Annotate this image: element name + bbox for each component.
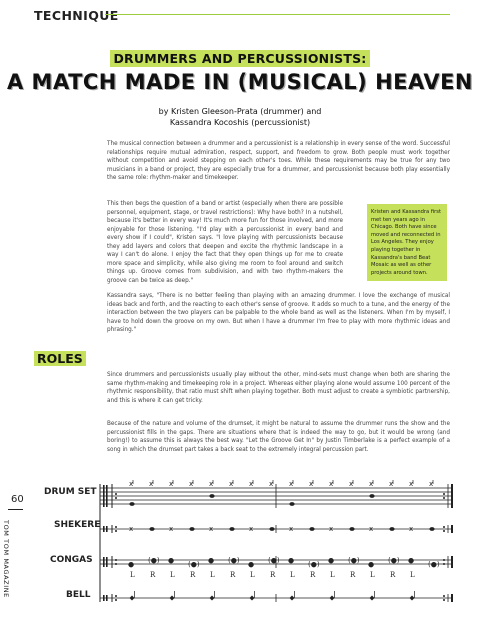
shekere-note: x xyxy=(369,525,374,533)
magazine-name-text: TOM TOM MAGAZINE xyxy=(2,520,10,598)
bell-note xyxy=(170,596,175,601)
roles-heading xyxy=(34,348,86,367)
bell-note xyxy=(330,596,335,601)
paragraph-5: Because of the nature and volume of the drumset, it might be natural to assume the drummer runs the show and the percussionist fills in the gaps. There are situations where that is indeed the way to go, but it would be wrong (and boring!) to assume this is always the best way. "Let the Groove Get In" by Justin Timberlake is a perfect example of a song in which the drumset part takes a back seat to the extremely integral percussion part. xyxy=(107,421,450,453)
shekere-note: x xyxy=(249,525,254,533)
congas-staff-clef xyxy=(106,557,108,567)
shekere-note xyxy=(389,527,394,531)
congas-staff-clef xyxy=(103,557,105,567)
conga-note: (●) xyxy=(348,556,360,565)
shekere-note xyxy=(429,527,434,531)
drum-set-staff-repeat-dot xyxy=(443,493,445,495)
conga-note: (●) xyxy=(268,556,280,565)
sticking-label: L xyxy=(330,571,335,579)
kick-note xyxy=(129,502,134,506)
kicker-text: DRUMMERS AND PERCUSSIONISTS: xyxy=(110,50,369,67)
conga-note: ● xyxy=(288,556,295,565)
byline xyxy=(0,106,480,128)
drum-set-staff-clef xyxy=(106,485,108,507)
hihat-note: x xyxy=(149,480,154,488)
byline-line-1: by Kristen Gleeson-Prata (drummer) and xyxy=(158,107,322,116)
shekere-staff-repeat-dot xyxy=(115,530,117,532)
drum-set-staff-clef xyxy=(103,485,105,507)
hihat-note: x xyxy=(229,480,234,488)
snare-note xyxy=(369,494,374,498)
kick-note xyxy=(289,502,294,506)
shekere-note xyxy=(269,527,274,531)
shekere-note xyxy=(309,527,314,531)
instrument-label-shekere: SHEKERE xyxy=(54,520,101,530)
page-number: 60 xyxy=(11,494,24,505)
bell-staff-repeat-dot xyxy=(443,599,445,601)
sidebar-note: Kristen and Kassandra first met ten years ago in Chicago. Both have since moved and reconnected in Los Angeles. They enjoy playing together in Kassandra's band Beat Mosaic as well as other projects around town. xyxy=(367,204,447,281)
conga-note: (●) xyxy=(308,560,320,569)
drum-set-staff-repeat-dot xyxy=(443,497,445,499)
hihat-note: x xyxy=(169,480,174,488)
conga-note: ● xyxy=(208,556,215,565)
sticking-label: L xyxy=(410,571,415,579)
congas-staff-repeat-dot xyxy=(443,563,445,565)
shekere-staff-clef xyxy=(106,526,108,532)
bell-note xyxy=(410,596,415,601)
conga-note: (●) xyxy=(228,556,240,565)
shekere-note xyxy=(189,527,194,531)
instrument-label-drum-set: DRUM SET xyxy=(44,487,97,497)
shekere-staff-repeat-dot xyxy=(443,526,445,528)
drum-set-staff-repeat-dot xyxy=(115,493,117,495)
sticking-label: R xyxy=(390,571,396,579)
shekere-note xyxy=(349,527,354,531)
bell-staff-repeat-dot xyxy=(115,599,117,601)
hihat-note: x xyxy=(129,480,134,488)
drum-set-staff-repeat-dot xyxy=(115,497,117,499)
congas-staff-repeat-dot xyxy=(115,559,117,561)
sticking-label: L xyxy=(370,571,375,579)
conga-note: (●) xyxy=(428,560,440,569)
paragraph-1: The musical connection between a drummer and a percussionist is a relationship in every sense of the word. Successful relationships require mutual admiration, respect, support, and freedom to grow. Both people must work together without competition and avoid stepping on each other's toes. While these requirements may be true for any two musicians in a band or project, they are especially true for a drummer, and percussionist because both play essentially the same role: rhythm-maker and timekeeper. xyxy=(107,141,450,181)
congas-staff-repeat-dot xyxy=(443,559,445,561)
instrument-label-bell: BELL xyxy=(66,590,91,600)
shekere-staff-clef xyxy=(103,526,105,532)
hihat-note: x xyxy=(309,480,314,488)
sticking-label: L xyxy=(290,571,295,579)
bell-note xyxy=(290,596,295,601)
instrument-label-congas: CONGAS xyxy=(50,555,93,565)
bell-staff-repeat-dot xyxy=(443,595,445,597)
sticking-label: R xyxy=(270,571,276,579)
shekere-note: x xyxy=(209,525,214,533)
rhythm-notation xyxy=(0,480,480,620)
article-title: A MATCH MADE IN (MUSICAL) HEAVEN xyxy=(6,70,473,94)
bell-note xyxy=(210,596,215,601)
conga-note: ● xyxy=(168,556,175,565)
shekere-note: x xyxy=(129,525,134,533)
sticking-label: L xyxy=(210,571,215,579)
shekere-note: x xyxy=(169,525,174,533)
sticking-label: R xyxy=(310,571,316,579)
hihat-note: x xyxy=(349,480,354,488)
hihat-note: x xyxy=(209,480,214,488)
bell-note xyxy=(370,596,375,601)
sticking-label: R xyxy=(350,571,356,579)
sticking-label: L xyxy=(130,571,135,579)
paragraph-4: Since drummers and percussionists usually play without the other, mind-sets must change when both are sharing the same rhythm-making and timekeeping role in a project. Whereas either playing alone would assume 100 percent of the rhythmic responsibility, that ratio must shift when playing together. Both must adjust to create a symbiotic partnership, and this is where it can get tricky. xyxy=(107,372,450,404)
shekere-note: x xyxy=(409,525,414,533)
snare-note xyxy=(209,494,214,498)
shekere-note xyxy=(229,527,234,531)
byline-line-2: Kassandra Kocoshis (percussionist) xyxy=(169,118,311,127)
sticking-label: R xyxy=(190,571,196,579)
hihat-note: x xyxy=(389,480,394,488)
sticking-label: L xyxy=(170,571,175,579)
hihat-note: x xyxy=(369,480,374,488)
conga-note: ● xyxy=(368,560,375,569)
sticking-label: L xyxy=(250,571,255,579)
conga-note: (●) xyxy=(388,556,400,565)
congas-staff-repeat-dot xyxy=(115,563,117,565)
roles-heading-text: ROLES xyxy=(34,351,86,366)
shekere-note: x xyxy=(329,525,334,533)
bell-staff-clef xyxy=(103,595,105,601)
bell-staff-repeat-dot xyxy=(115,595,117,597)
conga-note: (●) xyxy=(188,560,200,569)
bell-note xyxy=(250,596,255,601)
shekere-staff-repeat-dot xyxy=(115,526,117,528)
bell-staff-clef xyxy=(106,595,108,601)
conga-note: ● xyxy=(248,560,255,569)
shekere-note xyxy=(149,527,154,531)
paragraph-3: Kassandra says, "There is no better feeling than playing with an amazing drummer. I love the exchange of musical ideas back and forth, and the reacting to each other's sense of groove. It adds so much to a tune, and the energy of the interaction between the two players can be palpable to the whole band as well as the listeners. When I'm by myself, I have to hold down the groove on my own. But when I have a drummer I'm free to play with more rhythmic ideas and phrasing." xyxy=(107,293,450,333)
conga-note: ● xyxy=(128,560,135,569)
sticking-label: R xyxy=(230,571,236,579)
bell-note xyxy=(130,596,135,601)
article-kicker xyxy=(0,48,480,67)
conga-note: ● xyxy=(328,556,335,565)
conga-note: (●) xyxy=(148,556,160,565)
hihat-note: x xyxy=(289,480,294,488)
section-label: TECHNIQUE xyxy=(34,8,119,23)
sticking-label: R xyxy=(150,571,156,579)
header-rule xyxy=(105,14,450,15)
shekere-note: x xyxy=(289,525,294,533)
hihat-note: x xyxy=(429,480,434,488)
paragraph-2: This then begs the question of a band or artist (especially when there are possible personnel, equipment, stage, or travel restrictions): Why have both? In a nutshell, because it's better in every way! It's much more fun for those involved, and more enjoyable for those listening. "I'd play with a percussionist in every band and every show if I could", Kristen says. "I love playing with percussionists because they add layers and colors that deepen and excite the rhythmic landscape in a way I can't do alone. I enjoy the fact that they open things up for me to create more space and simplicity, while also giving me room to fool around and switch things up. Groove comes from subdivision, and with two rhythm-makers the groove can be twice as deep." xyxy=(107,201,343,284)
conga-note: ● xyxy=(408,556,415,565)
hihat-note: x xyxy=(269,480,274,488)
hihat-note: x xyxy=(329,480,334,488)
hihat-note: x xyxy=(189,480,194,488)
shekere-staff-repeat-dot xyxy=(443,530,445,532)
hihat-note: x xyxy=(249,480,254,488)
hihat-note: x xyxy=(409,480,414,488)
